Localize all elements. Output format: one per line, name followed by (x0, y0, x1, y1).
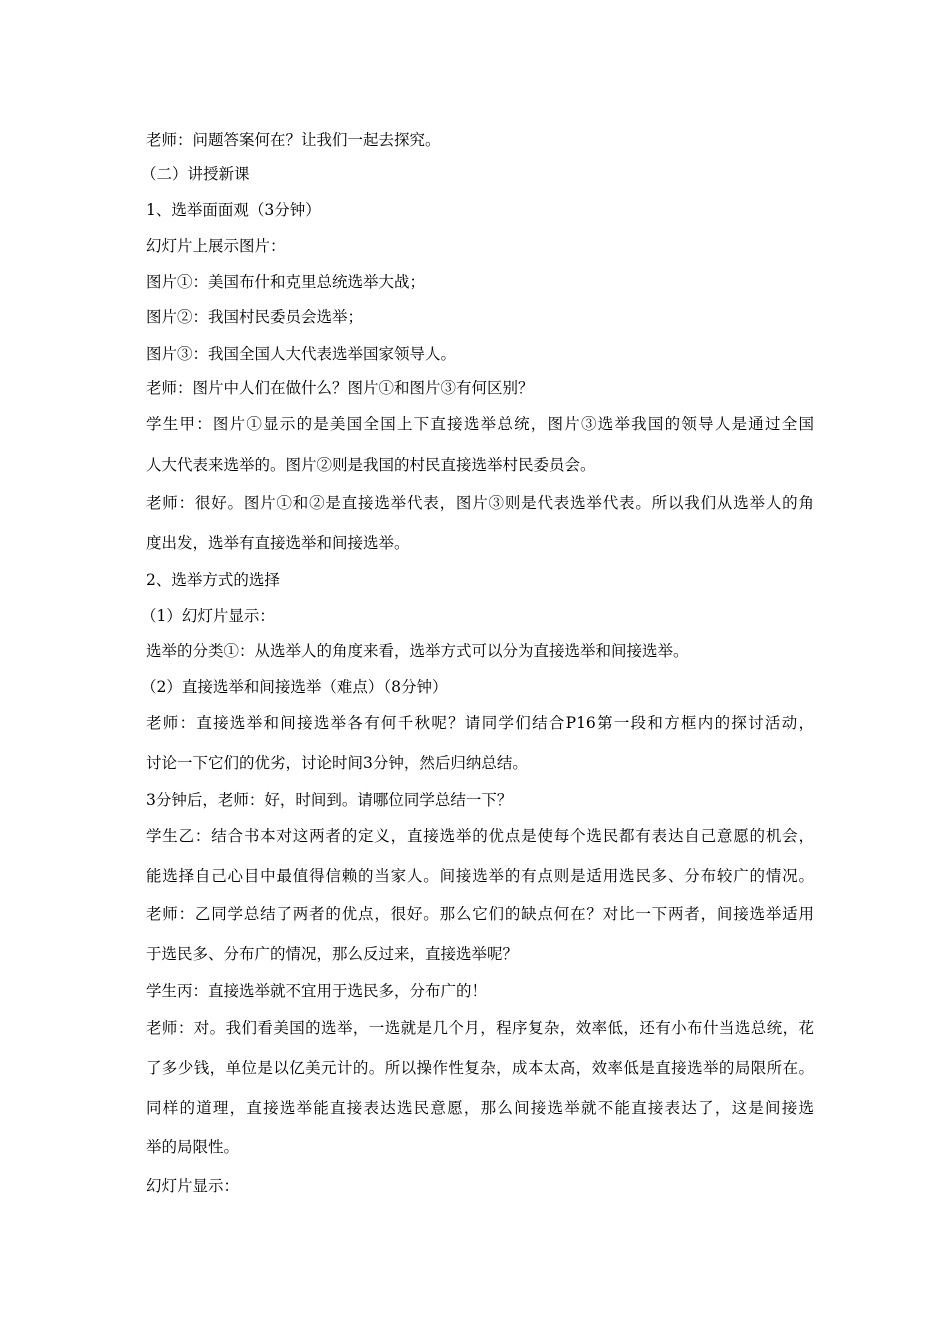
paragraph-line: 图片②：我国村民委员会选举； (146, 308, 364, 326)
paragraph-line: 学生乙：结合书本对这两者的定义，直接选举的优点是使每个选民都有表达自己意愿的机会， (146, 827, 814, 845)
paragraph-line: 老师：直接选举和间接选举各有何千秋呢？请同学们结合P16第一段和方框内的探讨活动， (146, 714, 814, 732)
paragraph-line: 了多少钱，单位是以亿美元计的。所以操作性复杂，成本太高，效率低是直接选举的局限所在。 (146, 1059, 814, 1077)
paragraph-line: 图片③：我国全国人大代表选举国家领导人。 (146, 345, 457, 363)
paragraph-line: 学生丙：直接选举就不宜用于选民多，分布广的！ (146, 982, 488, 1000)
paragraph-line: 学生甲：图片①显示的是美国全国上下直接选举总统，图片③选举我国的领导人是通过全国 (146, 415, 814, 433)
paragraph-line: （1）幻灯片显示： (141, 607, 275, 625)
paragraph-line: 同样的道理，直接选举能直接表达选民意愿，那么间接选举就不能直接表达了，这是间接选 (146, 1099, 814, 1117)
paragraph-line: （2）直接选举和间接选举（难点）（8分钟） (141, 678, 448, 696)
paragraph-line: 举的局限性。 (146, 1138, 240, 1156)
paragraph-line: 于选民多、分布广的情况，那么反过来，直接选举呢？ (146, 945, 519, 963)
paragraph-line: 3分钟后，老师：好，时间到。请哪位同学总结一下？ (146, 791, 513, 809)
paragraph-line: 老师：乙同学总结了两者的优点，很好。那么它们的缺点何在？对比一下两者，间接选举适用 (146, 905, 814, 923)
paragraph-line: 老师：对。我们看美国的选举，一选就是几个月，程序复杂，效率低，还有小布什当选总统，花 (146, 1019, 814, 1037)
paragraph-line: 幻灯片显示： (146, 1177, 240, 1195)
section-heading: （二）讲授新课 (141, 165, 250, 183)
subsection-heading: 1、选举面面观（3分钟） (146, 201, 321, 219)
paragraph-line: 度出发，选举有直接选举和间接选举。 (146, 534, 410, 552)
paragraph-line: 幻灯片上展示图片： (146, 237, 286, 255)
paragraph-line: 能选择自己心目中最值得信赖的当家人。间接选举的有点则是适用选民多、分布较广的情况。 (146, 867, 814, 885)
paragraph-line: 老师：很好。图片①和②是直接选举代表，图片③则是代表选举代表。所以我们从选举人的角 (146, 494, 814, 512)
paragraph-line: 人大代表来选举的。图片②则是我国的村民直接选举村民委员会。 (146, 456, 596, 474)
paragraph-line: 老师：图片中人们在做什么？图片①和图片③有何区别？ (146, 379, 534, 397)
subsection-heading: 2、选举方式的选择 (146, 571, 280, 589)
paragraph-line: 老师：问题答案何在？让我们一起去探究。 (146, 131, 441, 149)
paragraph-line: 讨论一下它们的优劣，讨论时间3分钟，然后归纳总结。 (146, 754, 528, 772)
paragraph-line: 图片①：美国布什和克里总统选举大战； (146, 273, 426, 291)
paragraph-line: 选举的分类①：从选举人的角度来看，选举方式可以分为直接选举和间接选举。 (146, 642, 689, 660)
